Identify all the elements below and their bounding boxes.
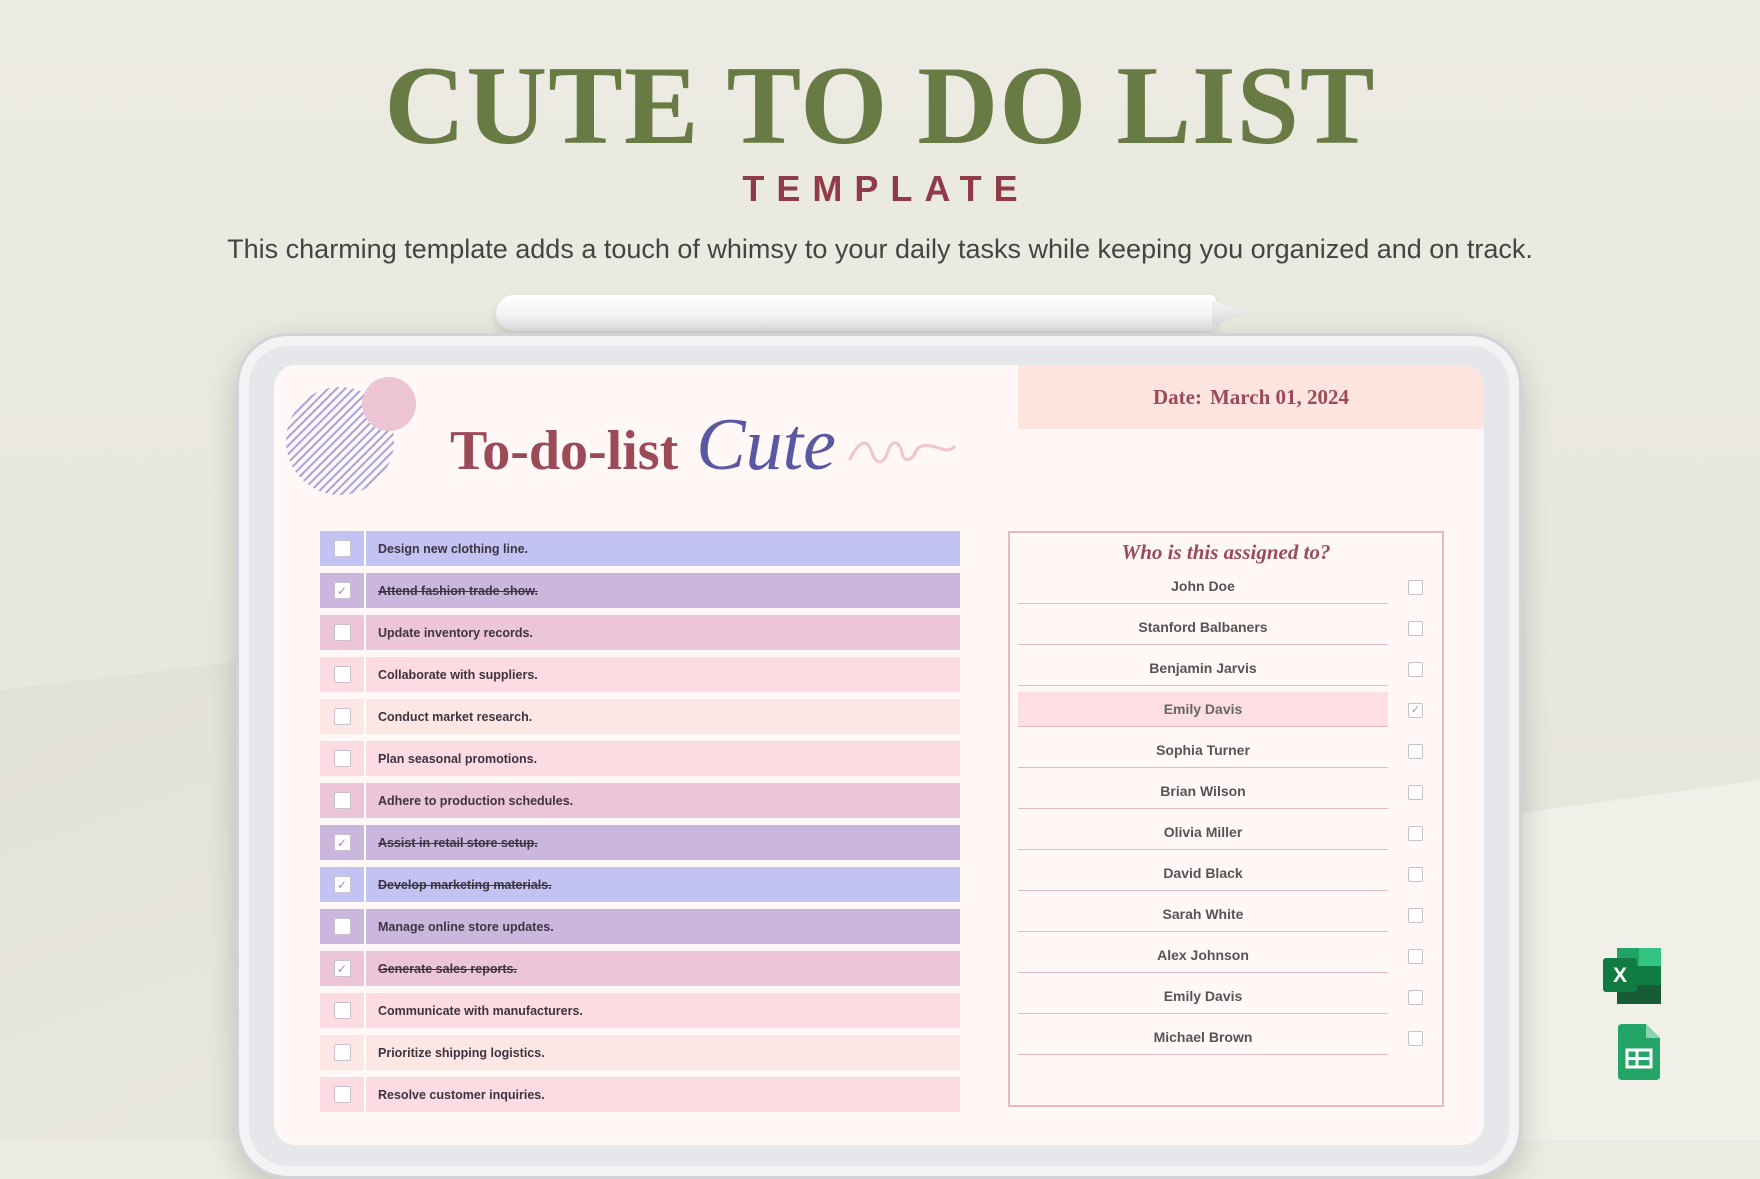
task-label[interactable]: Update inventory records. xyxy=(378,625,533,640)
task-list xyxy=(320,531,960,1119)
task-checkbox-cell xyxy=(320,825,364,860)
checkmark-icon: ✓ xyxy=(1410,704,1421,716)
task-label[interactable]: Conduct market research. xyxy=(378,709,533,724)
sheet-title xyxy=(450,403,836,486)
assignee-checkbox[interactable] xyxy=(1408,621,1423,636)
task-row xyxy=(320,1077,960,1112)
page-subtitle: TEMPLATE xyxy=(742,168,1030,209)
task-label[interactable]: Collaborate with suppliers. xyxy=(378,667,538,682)
assignee-name[interactable]: Olivia Miller xyxy=(1018,815,1388,850)
assignee-row xyxy=(1018,895,1442,936)
stylus-pencil xyxy=(496,295,1216,331)
task-row xyxy=(320,993,960,1028)
task-checkbox-cell xyxy=(320,993,364,1028)
task-checkbox-cell xyxy=(320,741,364,776)
assignee-name[interactable]: John Doe xyxy=(1018,569,1388,604)
task-checkbox[interactable] xyxy=(334,750,351,767)
task-row xyxy=(320,531,960,566)
task-label[interactable]: Communicate with manufacturers. xyxy=(378,1003,583,1018)
assignee-row xyxy=(1018,690,1442,731)
assignee-name[interactable]: Emily Davis xyxy=(1018,692,1388,727)
task-checkbox-cell xyxy=(320,657,364,692)
google-sheets-icon[interactable] xyxy=(1618,1024,1660,1080)
squiggle-decoration xyxy=(846,431,956,471)
assignee-name[interactable]: Brian Wilson xyxy=(1018,774,1388,809)
task-checkbox[interactable] xyxy=(334,960,351,977)
assignee-checkbox[interactable] xyxy=(1408,867,1423,882)
assignee-row xyxy=(1018,567,1442,608)
task-checkbox[interactable] xyxy=(334,792,351,809)
date-box[interactable] xyxy=(1018,365,1484,429)
task-checkbox-cell xyxy=(320,573,364,608)
task-checkbox[interactable] xyxy=(334,624,351,641)
task-label[interactable]: Manage online store updates. xyxy=(378,919,554,934)
assignee-row xyxy=(1018,772,1442,813)
task-label[interactable]: Prioritize shipping logistics. xyxy=(378,1045,545,1060)
assignee-row xyxy=(1018,608,1442,649)
assignee-checkbox[interactable] xyxy=(1408,662,1423,677)
task-checkbox-cell xyxy=(320,909,364,944)
task-checkbox[interactable] xyxy=(334,1002,351,1019)
task-row xyxy=(320,615,960,650)
task-label[interactable]: Generate sales reports. xyxy=(378,961,517,976)
excel-icon-letter: X xyxy=(1612,964,1628,987)
task-row xyxy=(320,657,960,692)
task-checkbox[interactable] xyxy=(334,876,351,893)
task-checkbox-cell xyxy=(320,699,364,734)
date-label: Date: xyxy=(1153,385,1202,409)
task-checkbox[interactable] xyxy=(334,540,351,557)
task-row xyxy=(320,867,960,902)
stylus-tip xyxy=(1212,300,1248,326)
task-checkbox[interactable] xyxy=(334,1086,351,1103)
date-value: March 01, 2024 xyxy=(1209,385,1349,409)
task-label[interactable]: Design new clothing line. xyxy=(378,541,529,556)
assignee-name[interactable]: Stanford Balbaners xyxy=(1018,610,1388,645)
task-label[interactable]: Attend fashion trade show. xyxy=(378,583,538,598)
task-checkbox-cell xyxy=(320,531,364,566)
sheet-title-script: Cute xyxy=(696,404,836,486)
task-checkbox[interactable] xyxy=(334,918,351,935)
task-checkbox[interactable] xyxy=(334,582,351,599)
excel-icon[interactable] xyxy=(1603,948,1663,1004)
assignee-checkbox[interactable] xyxy=(1408,990,1423,1005)
assignee-name[interactable]: Sarah White xyxy=(1018,897,1388,932)
task-row xyxy=(320,825,960,860)
task-checkbox-cell xyxy=(320,951,364,986)
assignee-checkbox[interactable] xyxy=(1408,703,1423,718)
page-tagline: This charming template adds a touch of whimsy to your daily tasks while keeping you organized and on track. xyxy=(227,234,1533,264)
assignee-name[interactable]: David Black xyxy=(1018,856,1388,891)
task-label[interactable]: Adhere to production schedules. xyxy=(378,793,574,808)
assignee-row xyxy=(1018,649,1442,690)
task-checkbox-cell xyxy=(320,1077,364,1112)
assignee-checkbox[interactable] xyxy=(1408,826,1423,841)
assignee-list xyxy=(1010,567,1442,1059)
assignee-name[interactable]: Benjamin Jarvis xyxy=(1018,651,1388,686)
checkmark-icon: ✓ xyxy=(336,583,348,598)
task-checkbox-cell xyxy=(320,615,364,650)
task-row xyxy=(320,783,960,818)
task-label[interactable]: Resolve customer inquiries. xyxy=(378,1087,545,1102)
assignee-checkbox[interactable] xyxy=(1408,1031,1423,1046)
assignee-name[interactable]: Michael Brown xyxy=(1018,1020,1388,1055)
assignee-name[interactable]: Sophia Turner xyxy=(1018,733,1388,768)
task-checkbox[interactable] xyxy=(334,708,351,725)
assignee-panel xyxy=(1008,531,1444,1107)
task-checkbox[interactable] xyxy=(334,666,351,683)
assignee-checkbox[interactable] xyxy=(1408,785,1423,800)
task-row xyxy=(320,951,960,986)
task-checkbox-cell xyxy=(320,867,364,902)
assignee-row xyxy=(1018,936,1442,977)
assignee-row xyxy=(1018,731,1442,772)
todo-sheet xyxy=(274,365,1484,1145)
page-title: CUTE TO DO LIST xyxy=(384,44,1376,168)
assignee-checkbox[interactable] xyxy=(1408,949,1423,964)
task-checkbox[interactable] xyxy=(334,1044,351,1061)
task-row xyxy=(320,699,960,734)
assignee-panel-title: Who is this assigned to? xyxy=(1121,540,1331,564)
checkmark-icon: ✓ xyxy=(336,961,348,976)
checkmark-icon: ✓ xyxy=(336,877,348,892)
pink-circle-decoration xyxy=(362,377,416,431)
task-checkbox-cell xyxy=(320,1035,364,1070)
checkmark-icon: ✓ xyxy=(336,835,348,850)
assignee-checkbox[interactable] xyxy=(1408,744,1423,759)
task-checkbox[interactable] xyxy=(334,834,351,851)
task-row xyxy=(320,1035,960,1070)
assignee-row xyxy=(1018,813,1442,854)
task-label[interactable]: Develop marketing materials. xyxy=(378,877,552,892)
assignee-name[interactable]: Emily Davis xyxy=(1018,979,1388,1014)
assignee-name[interactable]: Alex Johnson xyxy=(1018,938,1388,973)
task-row xyxy=(320,741,960,776)
assignee-checkbox[interactable] xyxy=(1408,908,1423,923)
task-row xyxy=(320,573,960,608)
sheet-title-main: To-do-list xyxy=(450,420,679,482)
task-checkbox-cell xyxy=(320,783,364,818)
task-row xyxy=(320,909,960,944)
assignee-row xyxy=(1018,854,1442,895)
assignee-checkbox[interactable] xyxy=(1408,580,1423,595)
task-label[interactable]: Plan seasonal promotions. xyxy=(378,751,538,766)
assignee-row xyxy=(1018,1018,1442,1059)
assignee-row xyxy=(1018,977,1442,1018)
task-label[interactable]: Assist in retail store setup. xyxy=(378,835,538,850)
